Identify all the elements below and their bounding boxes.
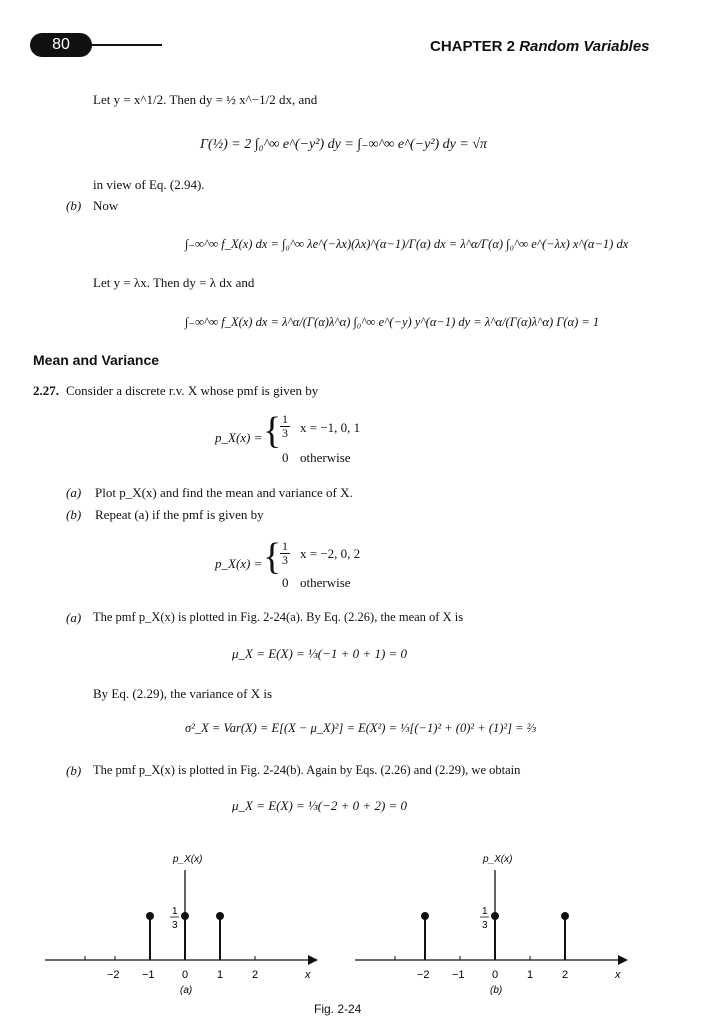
solution-b-mean: μ_X = E(X) = ⅓(−2 + 0 + 2) = 0: [232, 798, 408, 813]
x-axis-arrow: [308, 955, 318, 965]
y-axis-label: p_X(x): [483, 854, 513, 865]
problem-number: 2.27.: [33, 383, 59, 398]
pmf2-case1-value: $\frac{1}{3}$: [282, 539, 288, 567]
gamma-equation: Γ(½) = 2 ∫₀^∞ e^(−y²) dy = ∫₋∞^∞ e^(−y²) dy = √π: [200, 137, 488, 152]
x-axis-label: x: [305, 969, 311, 981]
question-b-text: Repeat (a) if the pmf is given by: [95, 507, 264, 522]
stem-marker: [491, 912, 499, 920]
pmf1-case1-cond: x = −1, 0, 1: [300, 420, 361, 435]
x-tick-label: 1: [217, 969, 224, 981]
x-tick-label: 2: [562, 969, 569, 981]
chapter-heading: [430, 38, 650, 55]
pmf2-brace: {: [263, 536, 282, 578]
view-of-eq: in view of Eq. (2.94).: [93, 177, 205, 192]
stem-marker: [216, 912, 224, 920]
pmf1-case2-value: 0: [282, 450, 289, 465]
solution-a-label: (a): [66, 610, 82, 625]
solution-a-text: The pmf p_X(x) is plotted in Fig. 2-24(a). By Eq. (2.26), the mean of X is: [93, 610, 464, 624]
x-tick-label: −1: [452, 969, 465, 981]
question-a-label: (a): [66, 485, 82, 500]
page-number: 80: [52, 36, 70, 53]
subfigure-title: (a): [180, 985, 193, 996]
page-number-badge: [30, 33, 92, 57]
y-tick-label-numerator: 1: [482, 906, 488, 917]
pmf2-case1-cond: x = −2, 0, 2: [300, 546, 361, 561]
y-tick-label-numerator: 1: [172, 906, 178, 917]
stem-marker: [561, 912, 569, 920]
stem-marker: [181, 912, 189, 920]
x-axis-arrow: [618, 955, 628, 965]
solution-a-var-intro: By Eq. (2.29), the variance of X is: [93, 686, 273, 701]
x-tick-label: 0: [182, 969, 189, 981]
subfigure-title: (b): [490, 985, 503, 996]
let-line-1: Let y = x^1/2. Then dy = ½ x^−1/2 dx, and: [93, 92, 318, 107]
pmf2-case2-value: 0: [282, 575, 289, 590]
solution-b-text: The pmf p_X(x) is plotted in Fig. 2-24(b). Again by Eqs. (2.26) and (2.29), we obtain: [93, 763, 521, 777]
pmf1-case2-cond: otherwise: [300, 450, 351, 465]
chapter-label: CHAPTER 2: [430, 38, 516, 55]
x-tick-label: −2: [107, 969, 120, 981]
chapter-title: Random Variables: [519, 38, 650, 55]
y-axis-label: p_X(x): [173, 854, 203, 865]
pmf2-case2-cond: otherwise: [300, 575, 351, 590]
part-b-text: Now: [93, 198, 119, 213]
figure-2-24b: [350, 840, 650, 996]
integral-equation-2: ∫₋∞^∞ f_X(x) dx = λ^α/(Γ(α)λ^α) ∫₀^∞ e^(−y) y^(α−1) dy = λ^α/(Γ(α)λ^α) Γ(α) = 1: [185, 315, 600, 329]
x-tick-label: 0: [492, 969, 499, 981]
solution-a-mean: μ_X = E(X) = ⅓(−1 + 0 + 1) = 0: [232, 646, 408, 661]
pmf2-lhs: p_X(x) =: [215, 556, 263, 571]
stem-marker: [421, 912, 429, 920]
pmf1-lhs: p_X(x) =: [215, 430, 263, 445]
stem-marker: [146, 912, 154, 920]
x-axis-label: x: [615, 969, 621, 981]
figure-caption: Fig. 2-24: [314, 1002, 362, 1016]
y-tick-label-denominator: 3: [172, 920, 178, 931]
question-b-label: (b): [66, 507, 82, 522]
x-tick-label: −2: [417, 969, 430, 981]
figure-2-24a: [40, 840, 340, 996]
x-tick-label: 1: [527, 969, 534, 981]
section-title: Mean and Variance: [33, 352, 160, 368]
x-tick-label: −1: [142, 969, 155, 981]
header-rule: [90, 44, 162, 46]
solution-b-label: (b): [66, 763, 82, 778]
pmf1-brace: {: [263, 410, 282, 452]
pmf1-case1-value: $\frac{1}{3}$: [282, 412, 288, 440]
y-tick-label-denominator: 3: [482, 920, 488, 931]
part-b-label: (b): [66, 198, 82, 213]
question-a-text: Plot p_X(x) and find the mean and variance of X.: [95, 485, 353, 500]
integral-equation-1: ∫₋∞^∞ f_X(x) dx = ∫₀^∞ λe^(−λx)(λx)^(α−1)/Γ(α) dx = λ^α/Γ(α) ∫₀^∞ e^(−λx) x^(α−1) dx: [185, 237, 629, 251]
x-tick-label: 2: [252, 969, 259, 981]
problem-statement: Consider a discrete r.v. X whose pmf is given by: [66, 383, 319, 398]
let-line-2: Let y = λx. Then dy = λ dx and: [93, 275, 255, 290]
solution-a-variance: σ²_X = Var(X) = E[(X − μ_X)²] = E(X²) = ⅓[(−1)² + (0)² + (1)²] = ⅔: [185, 721, 537, 735]
